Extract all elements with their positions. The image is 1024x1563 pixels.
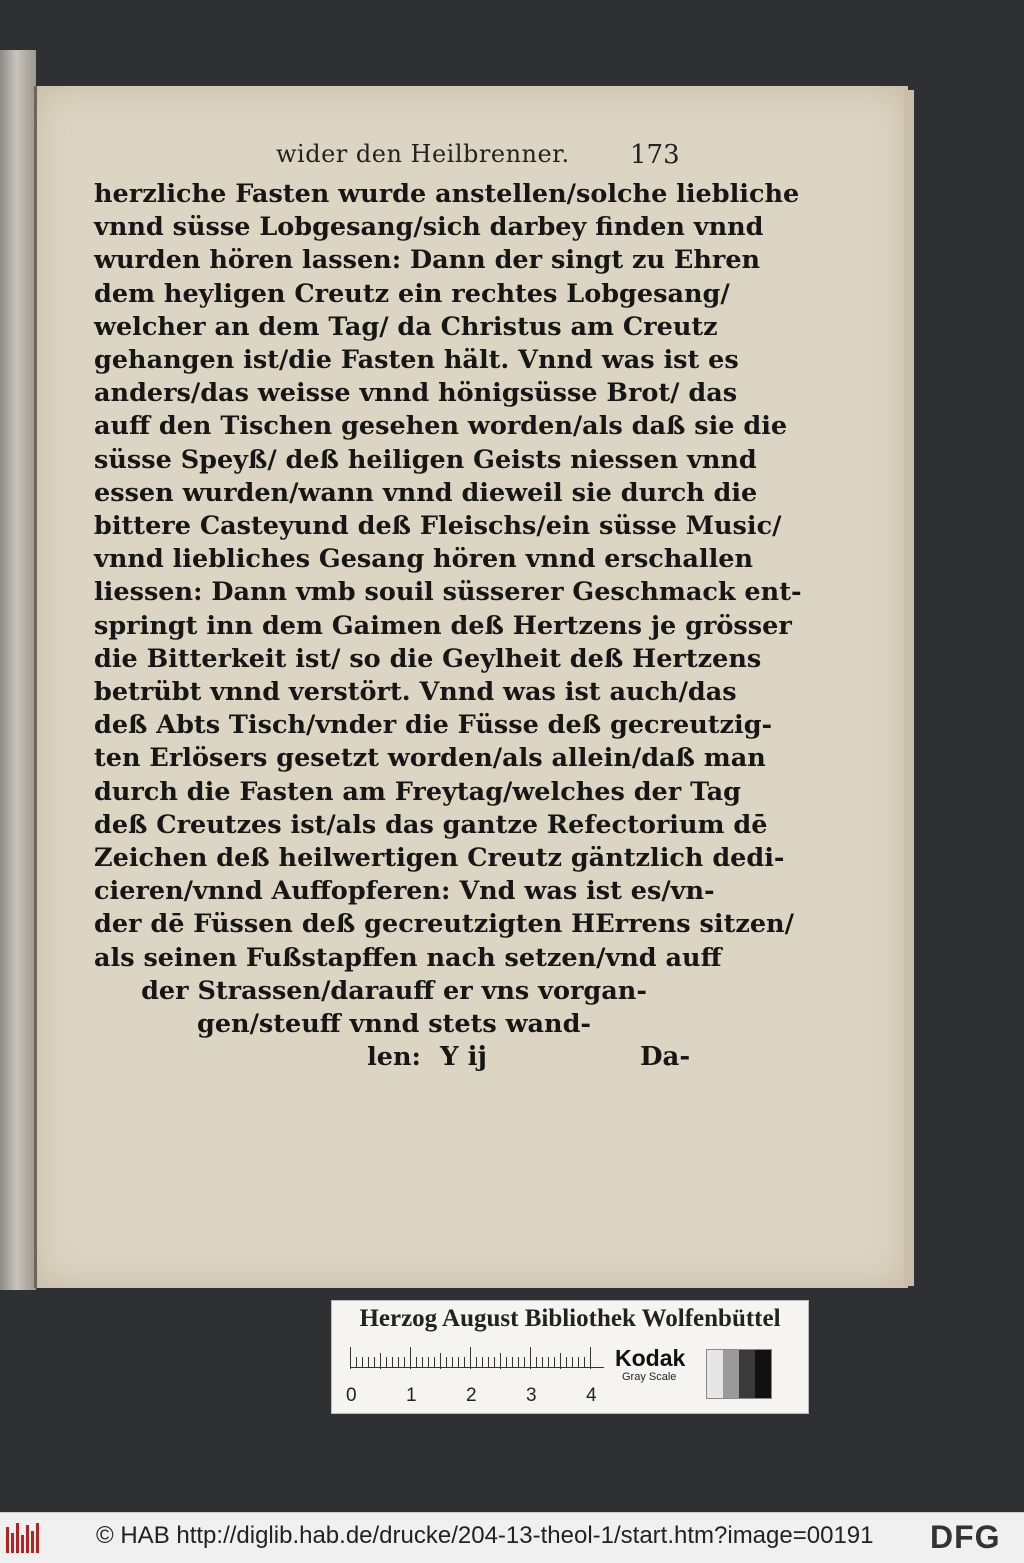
ruler-tick bbox=[356, 1357, 357, 1367]
ruler-tick bbox=[476, 1357, 477, 1367]
text-line: gehangen ist/die Fasten hält. Vnnd was ist es bbox=[94, 345, 739, 376]
text-line: wurden hören lassen: Dann der singt zu Ehren bbox=[94, 245, 761, 276]
page-fore-edge bbox=[904, 90, 914, 1286]
gray-swatch bbox=[755, 1350, 771, 1398]
ruler-tick bbox=[374, 1357, 375, 1367]
ruler-tick bbox=[494, 1357, 495, 1367]
ruler-tick bbox=[452, 1357, 453, 1367]
page-number: 173 bbox=[630, 140, 680, 170]
ruler-tick bbox=[404, 1357, 405, 1367]
text-line: anders/das weisse vnnd hönigsüsse Brot/ das bbox=[94, 378, 738, 409]
ruler-tick bbox=[416, 1357, 417, 1367]
logo-bar bbox=[6, 1527, 9, 1553]
text-line: len: bbox=[367, 1042, 421, 1073]
ruler-tick bbox=[506, 1357, 507, 1367]
ruler-tick bbox=[518, 1357, 519, 1367]
text-line: cieren/vnnd Auffopferen: Vnd was ist es/vn- bbox=[94, 876, 715, 907]
text-line: welcher an dem Tag/ da Christus am Creutz bbox=[94, 311, 718, 342]
text-line: vnnd süsse Lobgesang/sich darbey finden vnnd bbox=[94, 212, 764, 243]
text-line: auff den Tischen gesehen worden/als daß sie die bbox=[94, 411, 788, 442]
logo-bar bbox=[16, 1523, 19, 1553]
text-line: deß Abts Tisch/vnder die Füsse deß gecreutzig- bbox=[94, 710, 773, 741]
gray-scale-swatches bbox=[706, 1349, 772, 1399]
ruler-tick bbox=[578, 1357, 579, 1367]
ruler-tick bbox=[380, 1353, 381, 1369]
logo-bar bbox=[36, 1523, 39, 1553]
text-line: gen/steuff vnnd stets wand- bbox=[196, 1009, 592, 1040]
gray-swatch bbox=[739, 1350, 755, 1398]
ruler-tick bbox=[554, 1357, 555, 1367]
ruler-tick bbox=[362, 1357, 363, 1367]
text-line: durch die Fasten am Freytag/welches der Tag bbox=[94, 776, 741, 807]
ruler-tick bbox=[530, 1347, 531, 1369]
text-line: süsse Speyß/ deß heiligen Geists niessen vnnd bbox=[94, 444, 757, 475]
ruler-number: 3 bbox=[526, 1385, 537, 1406]
text-line: herzliche Fasten wurde anstellen/solche liebliche bbox=[94, 179, 800, 209]
ruler-baseline bbox=[350, 1367, 604, 1368]
ruler-tick bbox=[488, 1357, 489, 1367]
ruler-tick bbox=[512, 1357, 513, 1367]
ruler-tick bbox=[542, 1357, 543, 1367]
text-line: betrübt vnnd verstört. Vnnd was ist auch/das bbox=[94, 677, 737, 708]
gray-scale-label: Gray Scale bbox=[622, 1371, 677, 1383]
text-line: essen wurden/wann vnnd dieweil sie durch die bbox=[94, 477, 758, 508]
ruler-number: 1 bbox=[406, 1385, 417, 1406]
footer-bar bbox=[0, 1512, 1024, 1563]
logo-bar bbox=[31, 1531, 34, 1553]
text-line: Zeichen deß heilwertigen Creutz gäntzlich dedi- bbox=[94, 843, 785, 874]
logo-bar bbox=[26, 1525, 29, 1553]
library-color-card bbox=[331, 1300, 809, 1414]
text-line: bittere Casteyund deß Fleischs/ein süsse Music/ bbox=[94, 511, 782, 542]
ruler-tick bbox=[560, 1353, 561, 1369]
text-line: liessen: Dann vmb souil süsserer Geschmack ent- bbox=[94, 577, 802, 608]
text-line: der Strassen/darauff er vns vorgan- bbox=[141, 975, 647, 1006]
text-line: vnnd liebliches Gesang hören vnnd erschallen bbox=[94, 544, 754, 575]
ruler-number: 0 bbox=[346, 1385, 357, 1406]
ruler-tick bbox=[458, 1357, 459, 1367]
text-line: ten Erlösers gesetzt worden/als allein/daß man bbox=[94, 743, 766, 774]
text-line: deß Creutzes ist/als das gantze Refectorium dē bbox=[94, 809, 768, 840]
ruler-tick bbox=[350, 1347, 351, 1369]
ruler-tick bbox=[464, 1357, 465, 1367]
text-line: der dē Füssen deß gecreutzigten HErrens sitzen/ bbox=[94, 909, 794, 940]
running-head: wider den Heilbrenner. bbox=[276, 140, 570, 168]
ruler-tick bbox=[392, 1357, 393, 1367]
ruler-tick bbox=[446, 1357, 447, 1367]
ruler-tick bbox=[548, 1357, 549, 1367]
ruler-tick bbox=[566, 1357, 567, 1367]
ruler-tick bbox=[428, 1357, 429, 1367]
ruler-tick bbox=[524, 1357, 525, 1367]
ruler-tick bbox=[584, 1357, 585, 1367]
text-line: springt inn dem Gaimen deß Hertzens je grösser bbox=[94, 610, 792, 641]
text-line: dem heyligen Creutz ein rechtes Lobgesang/ bbox=[94, 278, 730, 309]
text-line: die Bitterkeit ist/ so die Geylheit deß Hertzens bbox=[94, 643, 762, 674]
ruler-tick bbox=[368, 1357, 369, 1367]
ruler-tick bbox=[434, 1357, 435, 1367]
page-gutter bbox=[34, 86, 37, 1288]
ruler-tick bbox=[536, 1357, 537, 1367]
ruler-number: 4 bbox=[586, 1385, 597, 1406]
ruler-tick bbox=[440, 1353, 441, 1369]
previous-page-edge bbox=[0, 50, 36, 1290]
footer-copyright-link[interactable]: © HAB http://diglib.hab.de/drucke/204-13-theol-1/start.htm?image=00191 bbox=[96, 1522, 874, 1549]
hab-logo-icon bbox=[6, 1523, 46, 1553]
kodak-logo: Kodak bbox=[615, 1345, 686, 1371]
ruler bbox=[346, 1347, 604, 1406]
gray-swatch bbox=[707, 1350, 723, 1398]
ruler-tick bbox=[590, 1347, 591, 1369]
signature-mark: Y ij bbox=[440, 1042, 487, 1072]
text-line: als seinen Fußstapffen nach setzen/vnd auff bbox=[94, 942, 722, 973]
ruler-number: 2 bbox=[466, 1385, 477, 1406]
body-text bbox=[94, 178, 802, 1074]
ruler-tick bbox=[422, 1357, 423, 1367]
gray-swatch bbox=[723, 1350, 739, 1398]
ruler-tick bbox=[470, 1347, 471, 1369]
ruler-tick bbox=[482, 1357, 483, 1367]
library-name: Herzog August Bibliothek Wolfenbüttel bbox=[359, 1305, 781, 1332]
ruler-tick bbox=[398, 1357, 399, 1367]
logo-bar bbox=[11, 1533, 14, 1553]
ruler-tick bbox=[572, 1357, 573, 1367]
dfg-logo: DFG bbox=[930, 1519, 1001, 1555]
catchword: Da- bbox=[640, 1042, 691, 1072]
logo-bar bbox=[21, 1535, 24, 1553]
ruler-tick bbox=[386, 1357, 387, 1367]
ruler-tick bbox=[410, 1347, 411, 1369]
ruler-tick bbox=[500, 1353, 501, 1369]
